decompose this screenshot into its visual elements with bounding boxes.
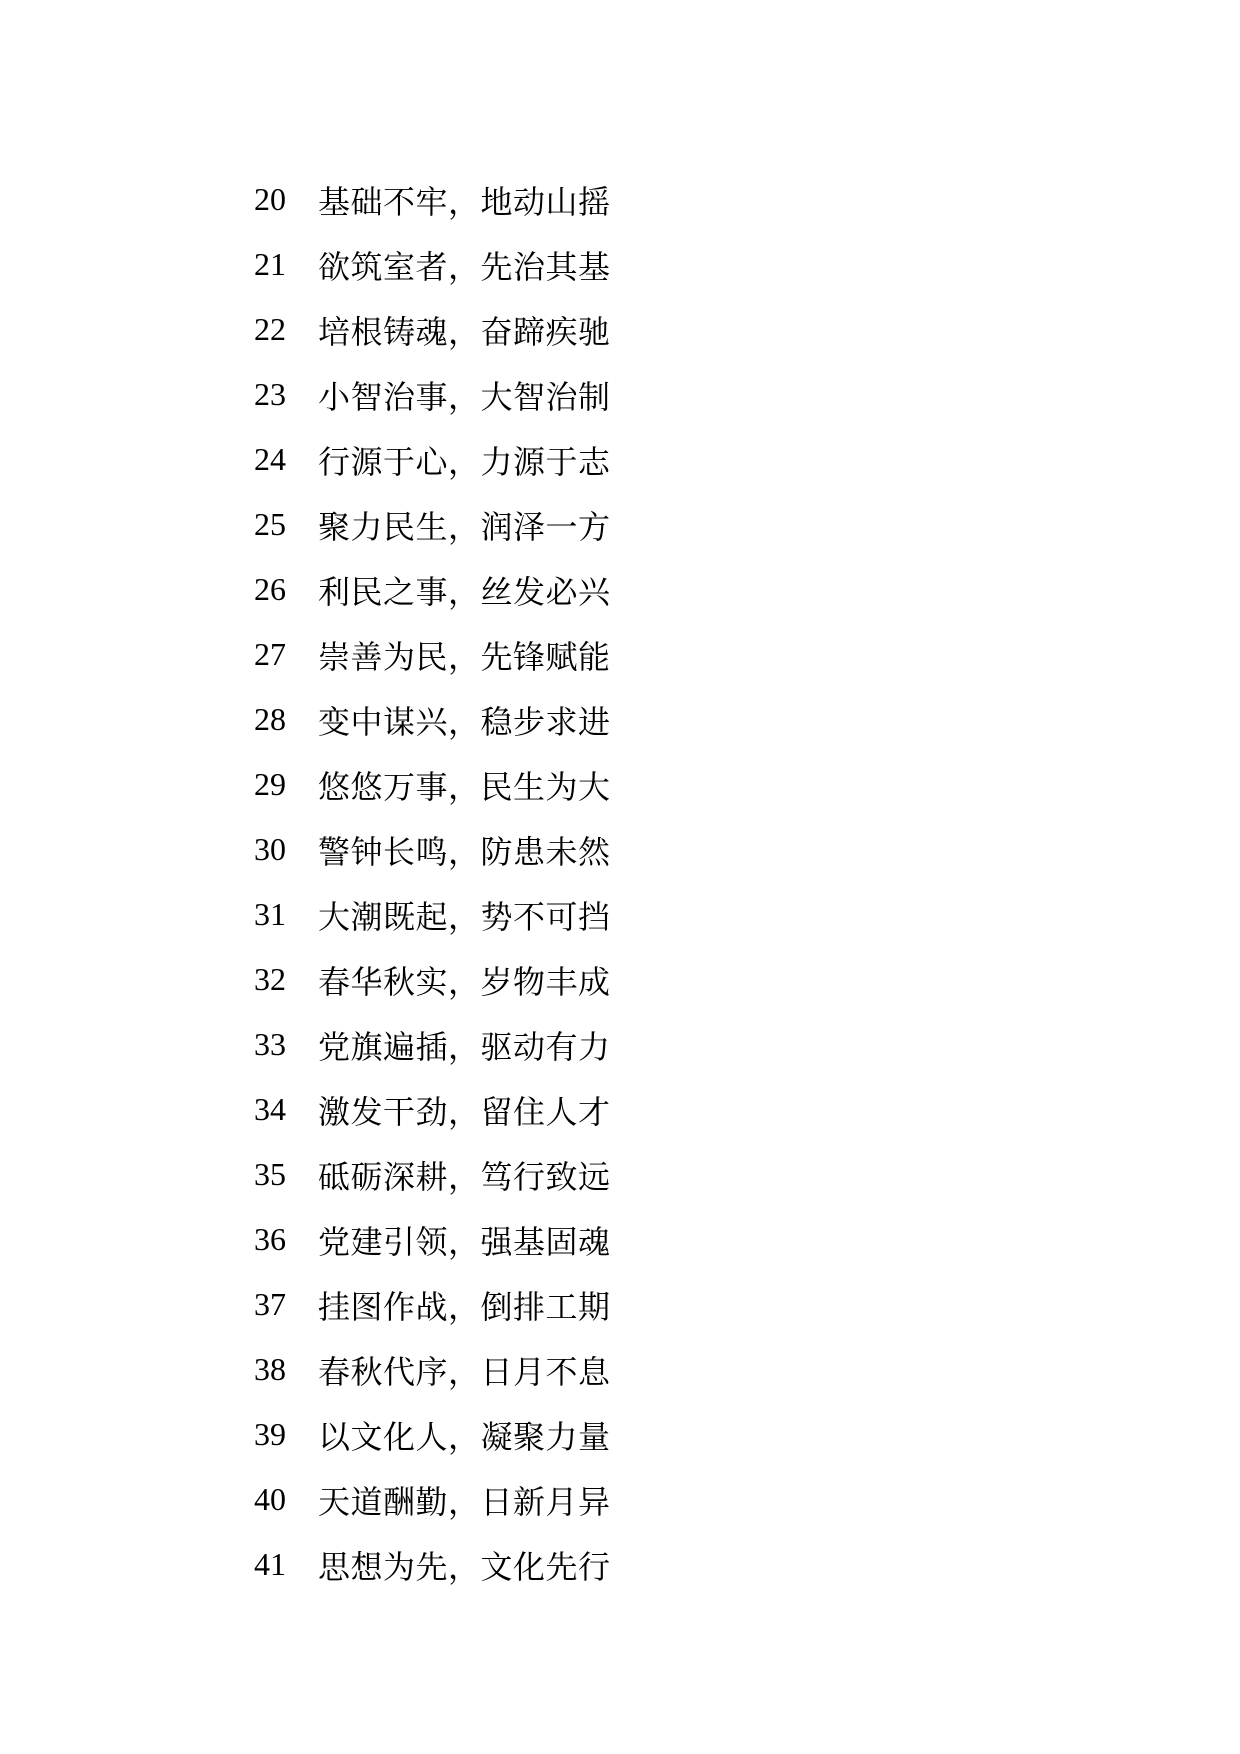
item-number: 34 — [254, 1091, 286, 1127]
item-phrase: 培根铸魂，奋蹄疾驰 — [318, 312, 611, 351]
item-phrase: 激发干劲，留住人才 — [318, 1092, 611, 1131]
list-item — [254, 1337, 611, 1402]
list-item — [254, 752, 611, 817]
item-phrase: 大潮既起，势不可挡 — [318, 897, 611, 936]
list-item — [254, 1402, 611, 1467]
list-item — [254, 167, 611, 232]
item-phrase: 以文化人，凝聚力量 — [318, 1417, 611, 1456]
list-item — [254, 1077, 611, 1142]
item-number: 35 — [254, 1156, 286, 1192]
list-item — [254, 947, 611, 1012]
list-item — [254, 232, 611, 297]
item-phrase: 变中谋兴，稳步求进 — [318, 702, 611, 741]
item-phrase: 春华秋实，岁物丰成 — [318, 962, 611, 1001]
item-number: 27 — [254, 636, 286, 672]
list-item — [254, 817, 611, 882]
item-number: 33 — [254, 1026, 286, 1062]
list-item — [254, 882, 611, 947]
list-item — [254, 427, 611, 492]
item-number: 22 — [254, 311, 286, 347]
item-number: 24 — [254, 441, 286, 477]
item-number: 31 — [254, 896, 286, 932]
item-phrase: 党建引领，强基固魂 — [318, 1222, 611, 1261]
item-number: 21 — [254, 246, 286, 282]
item-number: 32 — [254, 961, 286, 997]
item-phrase: 春秋代序，日月不息 — [318, 1352, 611, 1391]
list-item — [254, 1532, 611, 1597]
list-item — [254, 362, 611, 427]
item-number: 30 — [254, 831, 286, 867]
item-phrase: 基础不牢，地动山摇 — [318, 182, 611, 221]
item-number: 36 — [254, 1221, 286, 1257]
item-number: 38 — [254, 1351, 286, 1387]
list-item — [254, 1012, 611, 1077]
item-phrase: 崇善为民，先锋赋能 — [318, 637, 611, 676]
list-item — [254, 1467, 611, 1532]
item-number: 40 — [254, 1481, 286, 1517]
item-phrase: 砥砺深耕，笃行致远 — [318, 1157, 611, 1196]
numbered-phrase-list — [254, 167, 611, 1597]
list-item — [254, 557, 611, 622]
item-phrase: 欲筑室者，先治其基 — [318, 247, 611, 286]
item-number: 20 — [254, 181, 286, 217]
item-phrase: 党旗遍插，驱动有力 — [318, 1027, 611, 1066]
list-item — [254, 1272, 611, 1337]
item-number: 29 — [254, 766, 286, 802]
item-phrase: 思想为先，文化先行 — [318, 1547, 611, 1586]
list-item — [254, 492, 611, 557]
item-number: 25 — [254, 506, 286, 542]
list-item — [254, 687, 611, 752]
item-phrase: 天道酬勤，日新月异 — [318, 1482, 611, 1521]
list-item — [254, 297, 611, 362]
item-number: 41 — [254, 1546, 286, 1582]
item-phrase: 小智治事，大智治制 — [318, 377, 611, 416]
list-item — [254, 1142, 611, 1207]
item-number: 39 — [254, 1416, 286, 1452]
item-number: 26 — [254, 571, 286, 607]
list-item — [254, 1207, 611, 1272]
item-number: 23 — [254, 376, 286, 412]
item-phrase: 警钟长鸣，防患未然 — [318, 832, 611, 871]
item-phrase: 利民之事，丝发必兴 — [318, 572, 611, 611]
item-phrase: 挂图作战，倒排工期 — [318, 1287, 611, 1326]
item-phrase: 行源于心，力源于志 — [318, 442, 611, 481]
item-number: 28 — [254, 701, 286, 737]
item-number: 37 — [254, 1286, 286, 1322]
item-phrase: 悠悠万事，民生为大 — [318, 767, 611, 806]
list-item — [254, 622, 611, 687]
item-phrase: 聚力民生，润泽一方 — [318, 507, 611, 546]
